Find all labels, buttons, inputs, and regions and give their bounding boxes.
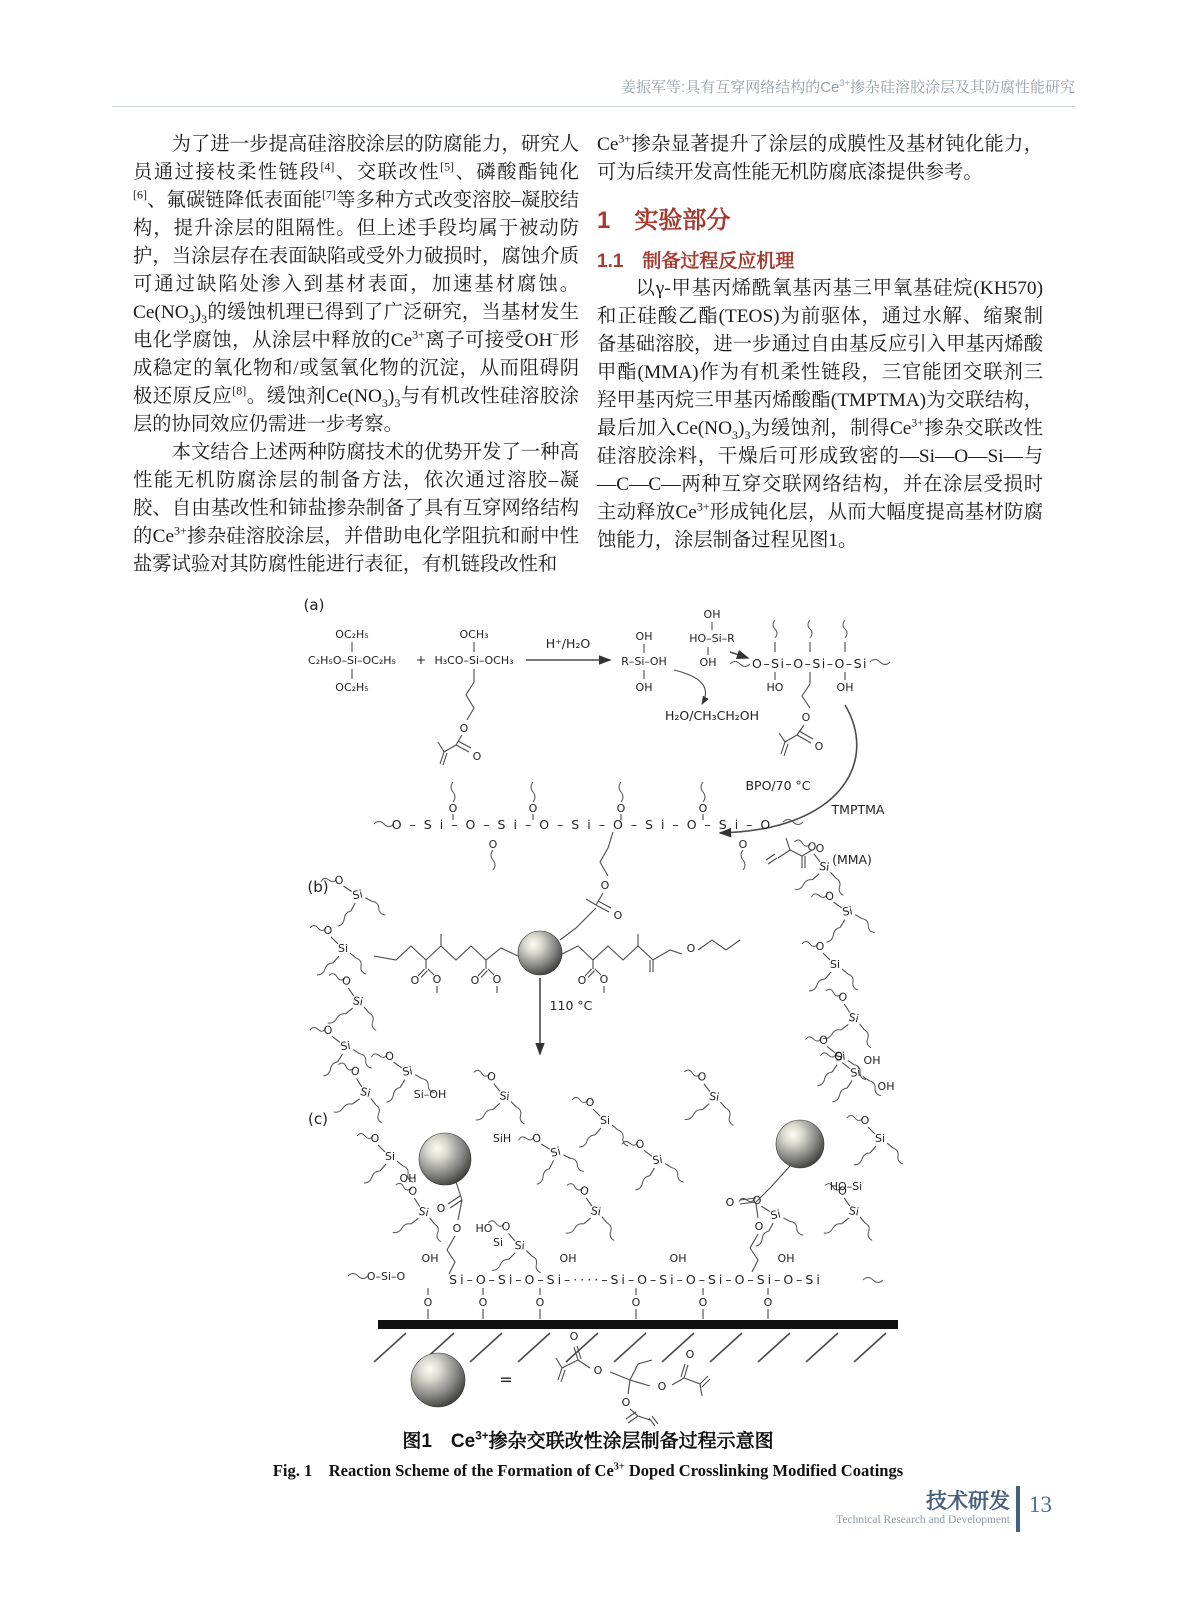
tmptma-crosslink-sphere xyxy=(776,1120,824,1168)
footer-section-en: Technical Research and Development xyxy=(836,1514,1010,1526)
svg-text:O: O xyxy=(459,722,469,735)
svg-text:HO: HO xyxy=(475,1222,493,1235)
svg-text:O: O xyxy=(738,838,748,851)
svg-text:O: O xyxy=(528,802,538,815)
figure-legend xyxy=(411,1330,710,1426)
kh570-structure xyxy=(434,628,513,765)
equals-sign: = xyxy=(499,1370,513,1389)
figure-part-c xyxy=(308,1043,903,1362)
subsection-heading: 1.1 制备过程反应机理 xyxy=(597,251,795,272)
svg-text:O: O xyxy=(613,909,623,922)
svg-text:OCH₃: OCH₃ xyxy=(459,628,489,641)
silica-network-clusters-left xyxy=(309,866,393,1124)
svg-text:O: O xyxy=(763,1296,773,1309)
svg-text:OH: OH xyxy=(669,1252,687,1265)
svg-text:OH: OH xyxy=(777,1252,795,1265)
svg-text:O: O xyxy=(535,1296,545,1309)
svg-text:O: O xyxy=(686,942,696,955)
svg-text:O: O xyxy=(569,1330,579,1343)
paragraph: 为了进一步提高硅溶胶涂层的防腐能力，研究人员通过接枝柔性链段[4]、交联改性[5]、磷酸酯钝化[6]、氟碳链降低表面能[7]等多种方式改变溶胶–凝胶结构，提升涂层的阻隔性。但上述手段均属于被动防护，当涂层存在表面缺陷或受外力破损时，腐蚀介质可通过缺陷处渗入到基材表面，加速基材腐蚀。$Ce(NO_3)_3$的缓蚀机理已得到了广泛研究，当基材发生电化学腐蚀，从涂层中释放的$Ce^{3+}$离子可接受OH−形成稳定的氧化物和/或氢氧化物的沉淀，从而阻碍阴极还原反应[8]。缓蚀剂$Ce(NO_3)_3$与有机改性硅溶胶涂层的协同效应仍需进一步考察。 xyxy=(133,134,580,435)
silanol-dimer xyxy=(689,608,748,669)
svg-text:(MMA): (MMA) xyxy=(832,852,872,867)
svg-text:O: O xyxy=(436,1202,446,1215)
tmptma-crosslink-sphere xyxy=(419,1133,471,1185)
svg-text:O: O xyxy=(423,1296,433,1309)
siloxane-chain-a xyxy=(730,620,890,756)
svg-text:OH: OH xyxy=(635,681,653,694)
svg-text:OH: OH xyxy=(635,630,653,643)
svg-text:OH: OH xyxy=(699,656,717,669)
svg-text:OC₂H₅: OC₂H₅ xyxy=(335,681,369,694)
svg-text:O: O xyxy=(472,750,482,763)
svg-text:HO–Si–R: HO–Si–R xyxy=(689,632,735,645)
svg-text:O: O xyxy=(698,802,708,815)
figure-caption-en: Fig. 1 Reaction Scheme of the Formation of $Ce^{3+}$ Doped Crosslinking Modified Coatings xyxy=(272,1461,904,1480)
svg-text:O: O xyxy=(616,802,626,815)
svg-text:OH: OH xyxy=(836,681,854,694)
svg-text:O: O xyxy=(657,1380,667,1393)
teos-structure xyxy=(308,628,396,694)
svg-text:Si–O–Si–O–Si–····–Si–O–Si–O–Si: Si–O–Si–O–Si–····–Si–O–Si–O–Si–O–Si–O–Si xyxy=(449,1272,823,1287)
svg-text:O: O xyxy=(698,1296,708,1309)
paragraph: $Ce^{3+}$掺杂显著提升了涂层的成膜性及基材钝化能力，可为后续开发高性能无机防腐底漆提供参考。 xyxy=(597,131,1043,183)
svg-text:O: O xyxy=(631,1296,641,1309)
part-a-label: (a) xyxy=(303,596,325,614)
svg-text:OH: OH xyxy=(703,608,721,621)
right-column xyxy=(597,131,1043,555)
cure-temperature: 110 °C xyxy=(549,998,593,1013)
condensation-byproduct xyxy=(665,670,759,723)
svg-text:SiH: SiH xyxy=(492,1132,512,1145)
svg-text:R–Si–OH: R–Si–OH xyxy=(621,655,667,668)
svg-text:H₂O/CH₃CH₂OH: H₂O/CH₃CH₂OH xyxy=(665,708,759,723)
svg-text:O: O xyxy=(448,802,458,815)
svg-text:OH: OH xyxy=(399,1172,417,1185)
svg-text:OH: OH xyxy=(863,1054,881,1067)
section-heading: 1 实验部分 xyxy=(597,207,731,234)
svg-text:O: O xyxy=(754,1220,764,1233)
svg-text:O–Si–O–Si–O–Si: O–Si–O–Si–O–Si xyxy=(752,656,868,671)
figure-caption-cn: 图1 $Ce^{3+}$掺杂交联改性涂层制备过程示意图 xyxy=(402,1429,774,1452)
svg-text:C₂H₅O–Si–OC₂H₅: C₂H₅O–Si–OC₂H₅ xyxy=(308,654,396,667)
radical-polymerisation-arrow xyxy=(720,705,885,833)
svg-text:Si–OH: Si–OH xyxy=(413,1088,447,1101)
sphere1-pendant xyxy=(437,1182,462,1274)
svg-text:O–Si–O: O–Si–O xyxy=(366,1270,406,1283)
left-column xyxy=(133,131,579,579)
paragraph: 本文结合上述两种防腐技术的优势开发了一种高性能无机防腐涂层的制备方法，依次通过溶胶–凝胶、自由基改性和铈盐掺杂制备了具有互穿网络结构的$Ce^{3+}$掺杂硅溶胶涂层，并借助电化学阻抗和耐中性盐雾试验对其防腐性能进行表征，有机链段改性和 xyxy=(133,442,579,575)
svg-text:O: O xyxy=(478,1296,488,1309)
svg-text:Si: Si xyxy=(492,1236,504,1249)
header-divider xyxy=(112,106,1075,107)
paragraph: 以γ-甲基丙烯酰氧基丙基三甲氧基硅烷(KH570)和正硅酸乙酯(TEOS)为前驱体，通过水解、缩聚制备基础溶胶，进一步通过自由基反应引入甲基丙烯酸甲酯(MMA)作为有机柔性链段，三官能团交联剂三羟甲基丙烷三甲基丙烯酸酯(TMPTMA)为交联结构，最后加入$Ce(NO_3)_3$为缓蚀剂，制得$Ce^{3+}$掺杂交联改性硅溶胶涂料，干燥后可形成致密的—Si—O—Si—与—C—C—两种互穿交联网络结构，并在涂层受损时主动释放$Ce^{3+}$形成钝化层，从而大幅度提高基材防腐蚀能力，涂层制备过程见图1。 xyxy=(597,278,1044,551)
svg-text:O–Si–O–Si–O–Si–O–Si–O–Si–O: O–Si–O–Si–O–Si–O–Si–O–Si–O xyxy=(391,817,779,832)
figure-1-diagram: O Si O O (a) OC₂H₅ C₂H₅O–Si–OC₂H₅ OC₂H₅ + OCH₃ H₃CO–Si–OCH₃ O O H⁺/H₂O OH R–Si–OH OH H₂O/CH₃CH₂OH OH HO–Si–R OH O–Si–O–Si–O–Si HO OH O O BPO/70 °C TMPTMA O (MMA) (b) O–Si–O–Si–O–Si–O–Si–O–Si–O O O O O O O O O O 110 °C (c) Si–OH SiH OH OH OH HO–Si HO Si O O O O O–Si–O Si–O–Si–O–Si–····–Si–O–Si–O–Si–O–Si–O–Si OH OH OH OH O O O O O O = O O O O O xyxy=(278,592,898,1427)
svg-text:BPO/70 °C: BPO/70 °C xyxy=(745,778,811,793)
substrate-bonding-chain xyxy=(348,1252,883,1319)
svg-text:O: O xyxy=(815,842,825,855)
figure-part-b xyxy=(307,782,881,1124)
hydrolysis-arrow xyxy=(526,636,610,660)
svg-text:OH: OH xyxy=(559,1252,577,1265)
svg-text:H₃CO–Si–OCH₃: H₃CO–Si–OCH₃ xyxy=(434,654,514,667)
substrate xyxy=(374,1320,898,1362)
svg-text:O: O xyxy=(685,1348,695,1361)
svg-text:H⁺/H₂O: H⁺/H₂O xyxy=(545,636,591,651)
svg-text:HO: HO xyxy=(766,681,784,694)
footer-section-cn: 技术研发 xyxy=(926,1490,1010,1513)
svg-text:OC₂H₅: OC₂H₅ xyxy=(335,628,369,641)
silanol-product xyxy=(621,630,667,694)
svg-text:OH: OH xyxy=(877,1080,895,1093)
silica-network-clusters-right xyxy=(788,838,881,1087)
svg-text:O: O xyxy=(725,1196,735,1209)
svg-text:O: O xyxy=(801,711,811,724)
page-number: 13 xyxy=(1029,1492,1052,1517)
svg-text:O: O xyxy=(600,879,610,892)
running-head: 姜振军等:具有互穿网络结构的$Ce^{3+}$掺杂硅溶胶涂层及其防腐性能研究 xyxy=(621,78,1075,96)
footer-divider xyxy=(1016,1486,1020,1532)
svg-text:O: O xyxy=(488,838,498,851)
svg-text:O: O xyxy=(452,1222,462,1235)
svg-text:O: O xyxy=(621,1396,631,1409)
cure-arrow xyxy=(540,978,593,1054)
svg-text:HO–Si: HO–Si xyxy=(829,1180,863,1193)
part-b-label: (b) xyxy=(307,878,329,896)
svg-text:OH: OH xyxy=(421,1252,439,1265)
tmptma-crosslink-sphere xyxy=(518,931,562,975)
network-b-backbone xyxy=(374,782,803,940)
svg-text:O: O xyxy=(814,740,824,753)
svg-text:TMPTMA: TMPTMA xyxy=(831,802,885,817)
plus-sign: + xyxy=(415,652,427,667)
legend-sphere xyxy=(411,1353,465,1407)
svg-text:O: O xyxy=(593,1364,603,1377)
part-c-label: (c) xyxy=(308,1110,328,1128)
